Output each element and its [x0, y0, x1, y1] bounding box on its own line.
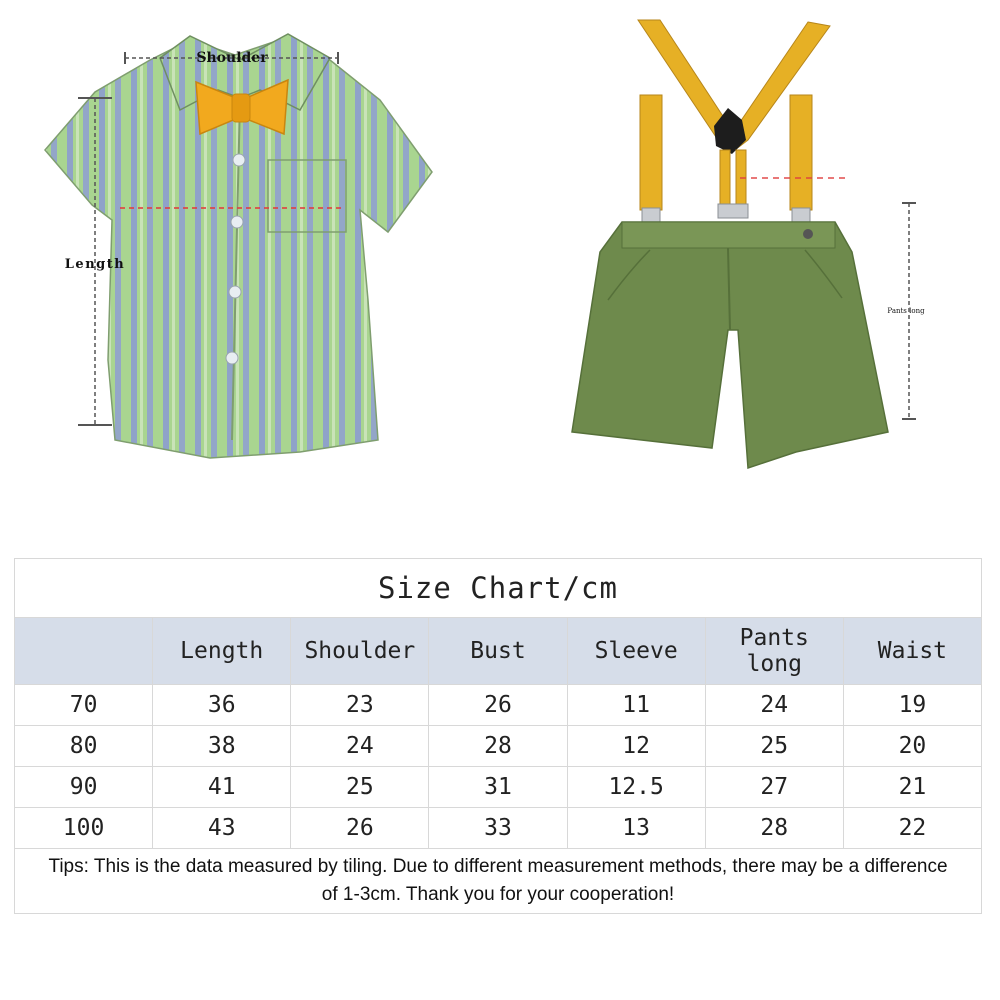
size-cell: 70 — [15, 685, 153, 726]
shoulder-label: Shoulder — [196, 50, 268, 66]
table-row — [15, 685, 982, 726]
shoulder-cell: 26 — [291, 808, 429, 849]
pants-long-measure — [887, 203, 925, 419]
length-label: Length — [64, 257, 126, 272]
size-chart-title: Size Chart/cm — [15, 559, 982, 618]
waist-cell: 22 — [843, 808, 981, 849]
pants-long-cell: 25 — [705, 726, 843, 767]
size-cell: 100 — [15, 808, 153, 849]
header-length: Length — [153, 618, 291, 685]
waist-cell: 21 — [843, 767, 981, 808]
sleeve-cell: 13 — [567, 808, 705, 849]
table-row — [15, 808, 982, 849]
length-cell: 41 — [153, 767, 291, 808]
header-shoulder: Shoulder — [291, 618, 429, 685]
bust-cell: 28 — [429, 726, 567, 767]
header-bust: Bust — [429, 618, 567, 685]
pants-long-cell: 24 — [705, 685, 843, 726]
suspenders — [638, 20, 850, 226]
pants-long-label: Pants long — [887, 307, 925, 315]
bust-cell: 33 — [429, 808, 567, 849]
pants-long-cell: 28 — [705, 808, 843, 849]
waist-cell: 19 — [843, 685, 981, 726]
size-chart-header-row — [15, 618, 982, 685]
length-cell: 36 — [153, 685, 291, 726]
bust-cell: 31 — [429, 767, 567, 808]
size-cell: 80 — [15, 726, 153, 767]
table-row — [15, 767, 982, 808]
size-cell: 90 — [15, 767, 153, 808]
sleeve-cell: 11 — [567, 685, 705, 726]
header-sleeve: Sleeve — [567, 618, 705, 685]
shoulder-cell: 23 — [291, 685, 429, 726]
tips-note: Tips: This is the data measured by tiling. Due to different measurement methods, there may be a difference of 1-3cm. Thank you for your cooperation! — [15, 849, 982, 914]
shorts-button-icon — [803, 229, 813, 239]
shoulder-cell: 24 — [291, 726, 429, 767]
waist-cell: 20 — [843, 726, 981, 767]
sleeve-cell: 12 — [567, 726, 705, 767]
table-row — [15, 726, 982, 767]
size-chart-table — [14, 558, 982, 914]
shoulder-cell: 25 — [291, 767, 429, 808]
pants-long-cell: 27 — [705, 767, 843, 808]
shorts — [572, 222, 888, 468]
sleeve-cell: 12.5 — [567, 767, 705, 808]
header-waist: Waist — [843, 618, 981, 685]
header-size — [15, 618, 153, 685]
bust-cell: 26 — [429, 685, 567, 726]
shirt-pocket — [268, 160, 346, 232]
header-pants-long: Pants long — [705, 618, 843, 685]
length-cell: 43 — [153, 808, 291, 849]
length-cell: 38 — [153, 726, 291, 767]
